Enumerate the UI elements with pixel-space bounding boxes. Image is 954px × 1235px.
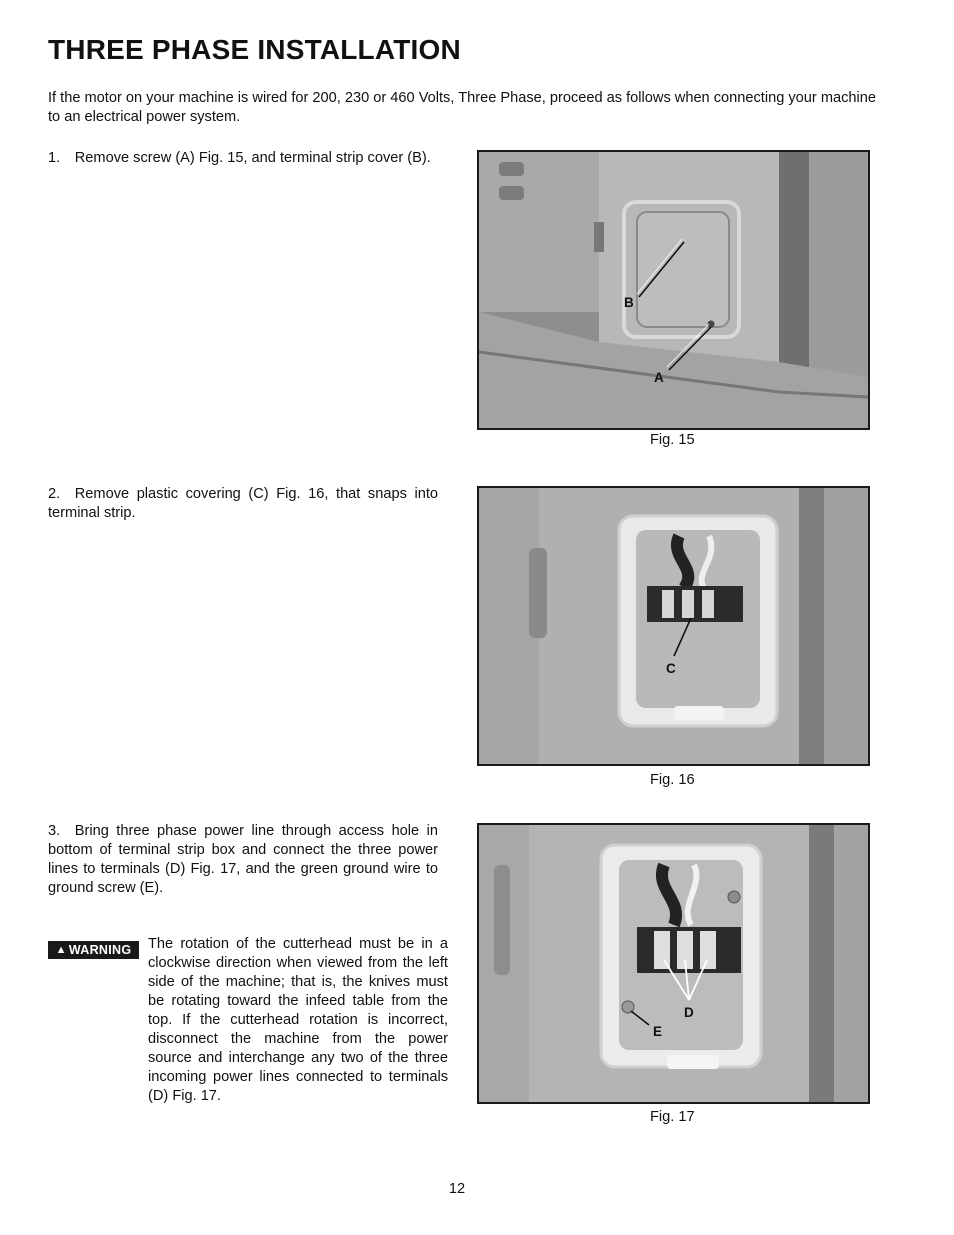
figure-15	[477, 150, 870, 430]
warning-label: WARNING	[68, 943, 132, 957]
figure-16-photo	[479, 488, 868, 764]
figure-15-caption: Fig. 15	[650, 432, 695, 448]
page-number: 12	[448, 1181, 466, 1197]
intro-paragraph: If the motor on your machine is wired for 200, 230 or 460 Volts, Three Phase, proceed as follows when connecting your machine to an electrical power system.	[48, 90, 876, 125]
callout-c: C	[666, 661, 676, 676]
figure-17-photo	[479, 825, 868, 1102]
step-2-text: 2. Remove plastic covering (C) Fig. 16, that snaps into terminal strip.	[48, 486, 438, 521]
figure-16-caption: Fig. 16	[650, 772, 695, 788]
warning-text: The rotation of the cutterhead must be in a clockwise direction when viewed from the left side of the machine; that is, the knives must be rotating toward the infeed table from the top. If the cutterhead rotation is incorrect, disconnect the machine from the power source and interchange any two of the three incoming power lines connected to terminals (D) Fig. 17.	[148, 936, 448, 1104]
page-title: THREE PHASE INSTALLATION	[48, 34, 461, 65]
callout-e: E	[653, 1024, 663, 1039]
figure-17	[477, 823, 870, 1104]
figure-16	[477, 486, 870, 766]
warning-triangle-icon: ▲	[55, 944, 67, 956]
callout-a: A	[654, 370, 664, 385]
step-1-text: 1. Remove screw (A) Fig. 15, and terminal strip cover (B).	[48, 150, 431, 166]
callout-d: D	[684, 1005, 694, 1020]
figure-15-photo	[479, 152, 868, 428]
callout-b: B	[624, 295, 634, 310]
figure-17-caption: Fig. 17	[650, 1109, 695, 1125]
warning-badge	[48, 941, 139, 959]
step-3-text: 3. Bring three phase power line through access hole in bottom of terminal strip box and connect the three power lines to terminals (D) Fig. 17, and the green ground wire to ground screw (E).	[48, 823, 438, 896]
